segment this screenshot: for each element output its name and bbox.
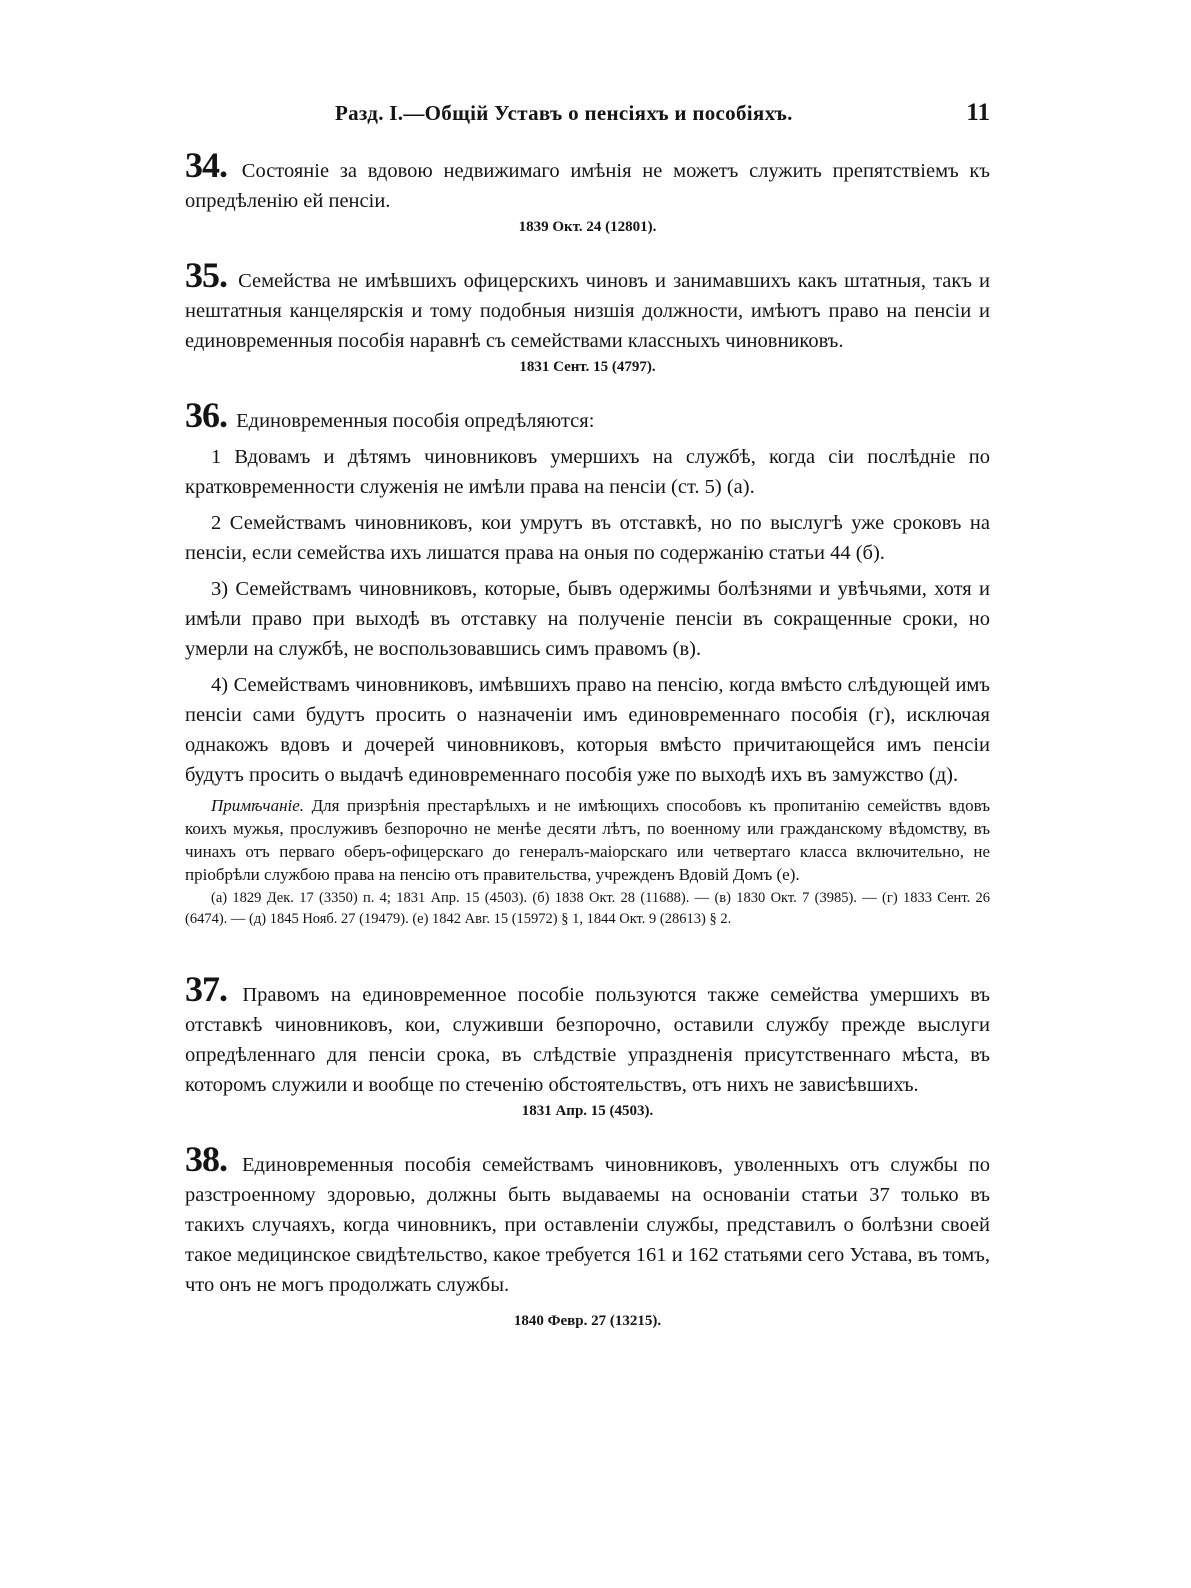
running-head: Разд. I.—Общій Уставъ о пенсіяхъ и пособіяхъ. (335, 101, 793, 125)
article-34 (185, 145, 990, 238)
article-38 (185, 1139, 990, 1332)
article-body: Правомъ на единовременное пособіе пользуются также семейства умершихъ въ отставкѣ чиновниковъ, кои, служивши безпорочно, оставили службу прежде выслуги опредѣленнаго для пенсіи срока, въ слѣдствіе упраздненія присутственнаго мѣста, въ которомъ служили и вообще по стеченію обстоятельствъ, отъ нихъ не зависѣвшихъ. (185, 984, 991, 1096)
note (185, 794, 990, 886)
list-item: 4) Семействамъ чиновниковъ, имѣвшихъ право на пенсію, когда вмѣсто слѣдующей имъ пенсіи сами будутъ просить о назначеніи имъ единовременнаго пособія (г), исключая однакожъ вдовъ и дочерей чиновниковъ, которыя вмѣсто причитающейся имъ пенсіи будутъ просить о выдачѣ единовременнаго пособія уже по выходѣ ихъ въ замужство (д). (185, 674, 990, 786)
article-body: Состояніе за вдовою недвижимаго имѣнія не можетъ служить препятствіемъ къ опредѣленію ей пенсіи. (185, 160, 990, 212)
list-item: 2 Семействамъ чиновниковъ, кои умрутъ въ отставкѣ, но по выслугѣ уже сроковъ на пенсіи, если семейства ихъ лишатся права на оныя по содержанію статьи 44 (б). (185, 512, 990, 564)
article-body: Единовременныя пособія семействамъ чиновниковъ, уволенныхъ отъ службы по разстроенному здоровью, должны быть выдаваемы на основаніи статьи 37 только въ такихъ случаяхъ, когда чиновникъ, при оставленіи службы, представилъ о болѣзни своей такое медицинское свидѣтельство, какое требуется 161 и 162 статьями сего Устава, въ томъ, что онъ не могъ продолжать службы. (185, 1154, 990, 1296)
article-citation: 1840 Февр. 27 (13215). (513, 1313, 662, 1329)
article-number: 37. (185, 969, 227, 1009)
article-number: 38. (185, 1139, 227, 1179)
article-body: Семейства не имѣвшихъ офицерскихъ чиновъ и занимавшихъ какъ штатныя, такъ и нештатныя канцелярскія и тому подобныя низшія должности, имѣютъ право на пенсіи и единовременныя пособія наравнѣ съ семействами классныхъ чиновниковъ. (185, 270, 991, 352)
note-title: Примѣчаніе. (211, 796, 305, 815)
article-citation: 1831 Апр. 15 (4503). (521, 1103, 654, 1119)
article-number: 36. (185, 395, 227, 435)
page-content (185, 145, 991, 1332)
article-34-text (185, 145, 990, 216)
article-38-text (185, 1139, 990, 1300)
article-citation: 1831 Сент. 15 (4797). (519, 359, 656, 375)
page-header (185, 101, 990, 141)
footnotes: (а) 1829 Дек. 17 (3350) п. 4; 1831 Апр. 15 (4503). (б) 1838 Окт. 28 (11688). — (в) 1830 Окт. 7 (3985). — (г) 1833 Сент. 26 (6474). — (д) 1845 Нояб. 27 (19479). (е) 1842 Авг. 15 (15972) § 1, 1844 Окт. 9 (28613) § 2. (185, 890, 990, 927)
list-item: 1 Вдовамъ и дѣтямъ чиновниковъ умершихъ на службѣ, когда сіи послѣдніе по кратковременности служенія не имѣли права на пенсіи (ст. 5) (а). (185, 446, 990, 498)
page-number: 11 (966, 99, 990, 126)
article-number: 34. (185, 145, 227, 185)
article-35-text (185, 255, 991, 356)
article-35 (185, 255, 991, 378)
article-37 (185, 969, 991, 1122)
article-36 (185, 395, 991, 930)
list-item: 3) Семействамъ чиновниковъ, которые, бывъ одержимы болѣзнями и увѣчьями, хотя и имѣли право при выходѣ въ отставку на полученіе пенсіи въ сокращенные сроки, но умерли на службѣ, не воспользовавшись симъ правомъ (в). (185, 578, 990, 660)
article-36-intro (185, 395, 990, 436)
note-text: Для призрѣнія престарѣлыхъ и не имѣющихъ способовъ къ пропитанію семействъ вдовъ коихъ мужья, прослуживъ безпорочно не менѣе десяти лѣтъ, по военному или гражданскому вѣдомству, въ чинахъ отъ перваго оберъ-офицерскаго до генералъ-маіорскаго или четвертаго класса включительно, не пріобрѣли службою права на пенсію отъ правительства, учрежденъ Вдовій Домъ (е). (185, 796, 991, 884)
article-citation: 1839 Окт. 24 (12801). (518, 219, 657, 235)
article-body: Единовременныя пособія опредѣляются: (236, 410, 595, 432)
article-37-text (185, 969, 991, 1100)
article-number: 35. (185, 255, 227, 295)
